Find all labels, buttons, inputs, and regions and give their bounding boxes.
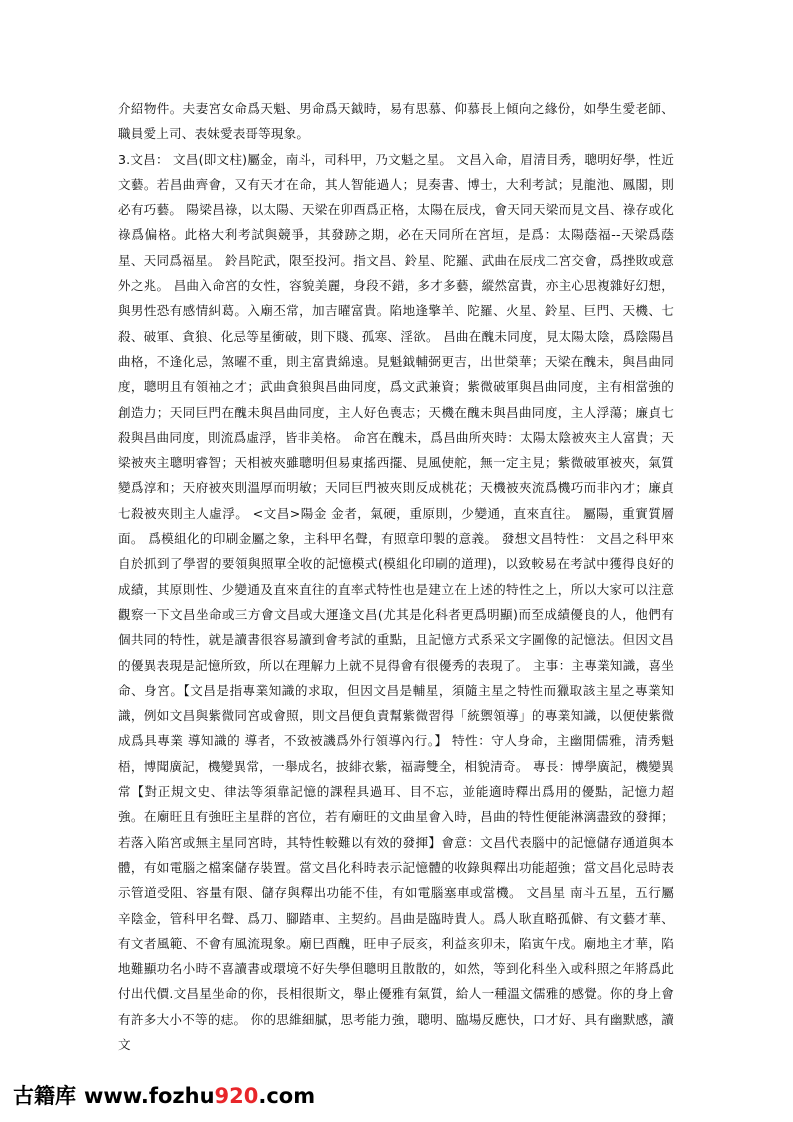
document-body xyxy=(118,96,674,1057)
logo-url-number: 920 xyxy=(214,1084,259,1108)
logo-url-prefix: www.fozhu xyxy=(84,1084,215,1108)
paragraph: 3.文昌： 文昌(即文柱)屬金，南斗，司科甲，乃文魁之星。 文昌入命，眉清目秀，聰明好學，性近文藝。若昌曲齊會，又有天才在命，其人智能過人；見奏書、博士，大利考試；見龍池、鳳閣，則必有巧藝。 陽梁昌祿，以太陽、天梁在卯酉爲正格，太陽在辰戌，會天同天梁而見文昌、祿存或化祿爲偏格。此格大利考試與競爭，其發跡之期，必在天同所在宮垣，是爲：太陽蔭福--天梁爲蔭星、天同爲福星。 鈴昌陀武，限至投河。指文昌、鈴星、陀羅、武曲在辰戌二宮交會，爲挫敗或意外之兆。 昌曲入命宮的女性，容貌美麗，身段不錯，多才多藝，縱然富貴，亦主心思複雜好幻想，與男性恐有感情糾葛。入廟丕常，加吉曜富貴。陷地逢擎羊、陀羅、火星、鈴星、巨門、天機、七殺、破軍、貪狼、化忌等星衝破，則下賤、孤寒、淫欲。 昌曲在醜未同度，見太陽太陰，爲陰陽昌曲格，不逢化忌，煞曜不重，則主富貴綿遠。見魁鉞輔弼更吉，出世榮華；天梁在醜未，與昌曲同度，聰明且有領袖之才；武曲貪狼與昌曲同度，爲文武兼資；紫微破軍與昌曲同度，主有相當強的創造力；天同巨門在醜未與昌曲同度，主人好色喪志；天機在醜未與昌曲同度，主人浮蕩；廉貞七殺與昌曲同度，則流爲虛浮，皆非美格。 命宮在醜未，爲昌曲所夾時：太陽太陰被夾主人富貴；天梁被夾主聰明睿智；天相被夾雖聰明但易東搖西擺、見風使舵，無一定主見；紫微破軍被夾，氣質變爲淳和；天府被夾則溫厚而明敏；天同巨門被夾則反成桃花；天機被夾流爲機巧而非內才；廉貞七殺被夾則主人虛浮。 <文昌>陽金 金者，氣硬，重原則，少變通，直來直往。 屬陽，重實質層面。 爲模組化的印刷金屬之象，主科甲名聲，有照章印製的意義。 發想文昌特性： 文昌之科甲來自於抓到了學習的要領與照單全收的記憶模式(模組化印刷的道理)，以致較易在考試中獲得良好的成績，其原則性、少變通及直來直往的直率式特性也是建立在上述的特性之上，所以大家可以注意觀察一下文昌坐命或三方會文昌或大運逢文昌(尤其是化科者更爲明顯)而至成績優良的人，他們有個共同的特性，就是讀書很容易讀到會考試的重點，且記憶方式系采文字圖像的記憶法。但因文昌的優異表現是記憶所致，所以在理解力上就不見得會有很優秀的表現了。 主事：主專業知識，喜坐命、身宮。【文昌是指專業知識的求取，但因文昌是輔星，須隨主星之特性而獵取該主星之專業知識，例如文昌與紫微同宮或會照，則文昌便負責幫紫微習得「統禦領導」的專業知識，以便使紫微成爲具專業 導知識的 導者，不致被譏爲外行領導內行。】 特性：守人身命，主幽閒儒雅，清秀魁梧，博聞廣記，機變異常，一舉成名，披緋衣紫，福壽雙全，相貌清奇。 專長：博學廣記，機變異常【對正規文史、律法等須靠記憶的課程具過耳、目不忘，並能適時釋出爲用的優點，記憶力超強。在廟旺且有強旺主星群的宮位，若有廟旺的文曲星會入時，昌曲的特性便能淋漓盡致的發揮；若落入陷宮或無主星同宮時，其特性較難以有效的發揮】會意：文昌代表腦中的記憶儲存通道與本體，有如電腦之檔案儲存裝置。當文昌化科時表示記憶體的收錄與釋出功能超強；當文昌化忌時表示管道受阻、容量有限、儲存與釋出功能不佳，有如電腦塞車或當機。 文昌星 南斗五星，五行屬辛陰金，管科甲名聲、爲刀、腳踏車、主契約。昌曲是臨時貴人。爲人耿直略孤僻、有文藝才華、有文者風範、不會有風流現象。廟巳酉醜，旺申子辰亥，利益亥卯未，陷寅午戌。廟地主才華，陷地難顯功名小時不喜讀書或環境不好失學但聰明且散散的，如然，等到化科坐入或科照之年將爲此付出代價.文昌星坐命的你，長相很斯文，舉止優雅有氣質，給人一種溫文儒雅的感覺。你的身上會有許多大小不等的痣。 你的思維細膩，思考能力強，聰明、臨場反應快，口才好、具有幽默感，讀文 xyxy=(118,151,674,1052)
logo-brand-text: 古籍库 xyxy=(13,1084,76,1108)
logo-url-suffix: .com xyxy=(258,1084,316,1108)
site-logo[interactable] xyxy=(13,1080,315,1110)
footer-watermark xyxy=(0,1072,793,1122)
paragraph: 介紹物件。夫妻宮女命爲天魁、男命爲天鉞時，易有思慕、仰慕長上傾向之緣份，如學生愛老師、職員愛上司、表妹愛表哥等現象。 xyxy=(118,101,674,142)
